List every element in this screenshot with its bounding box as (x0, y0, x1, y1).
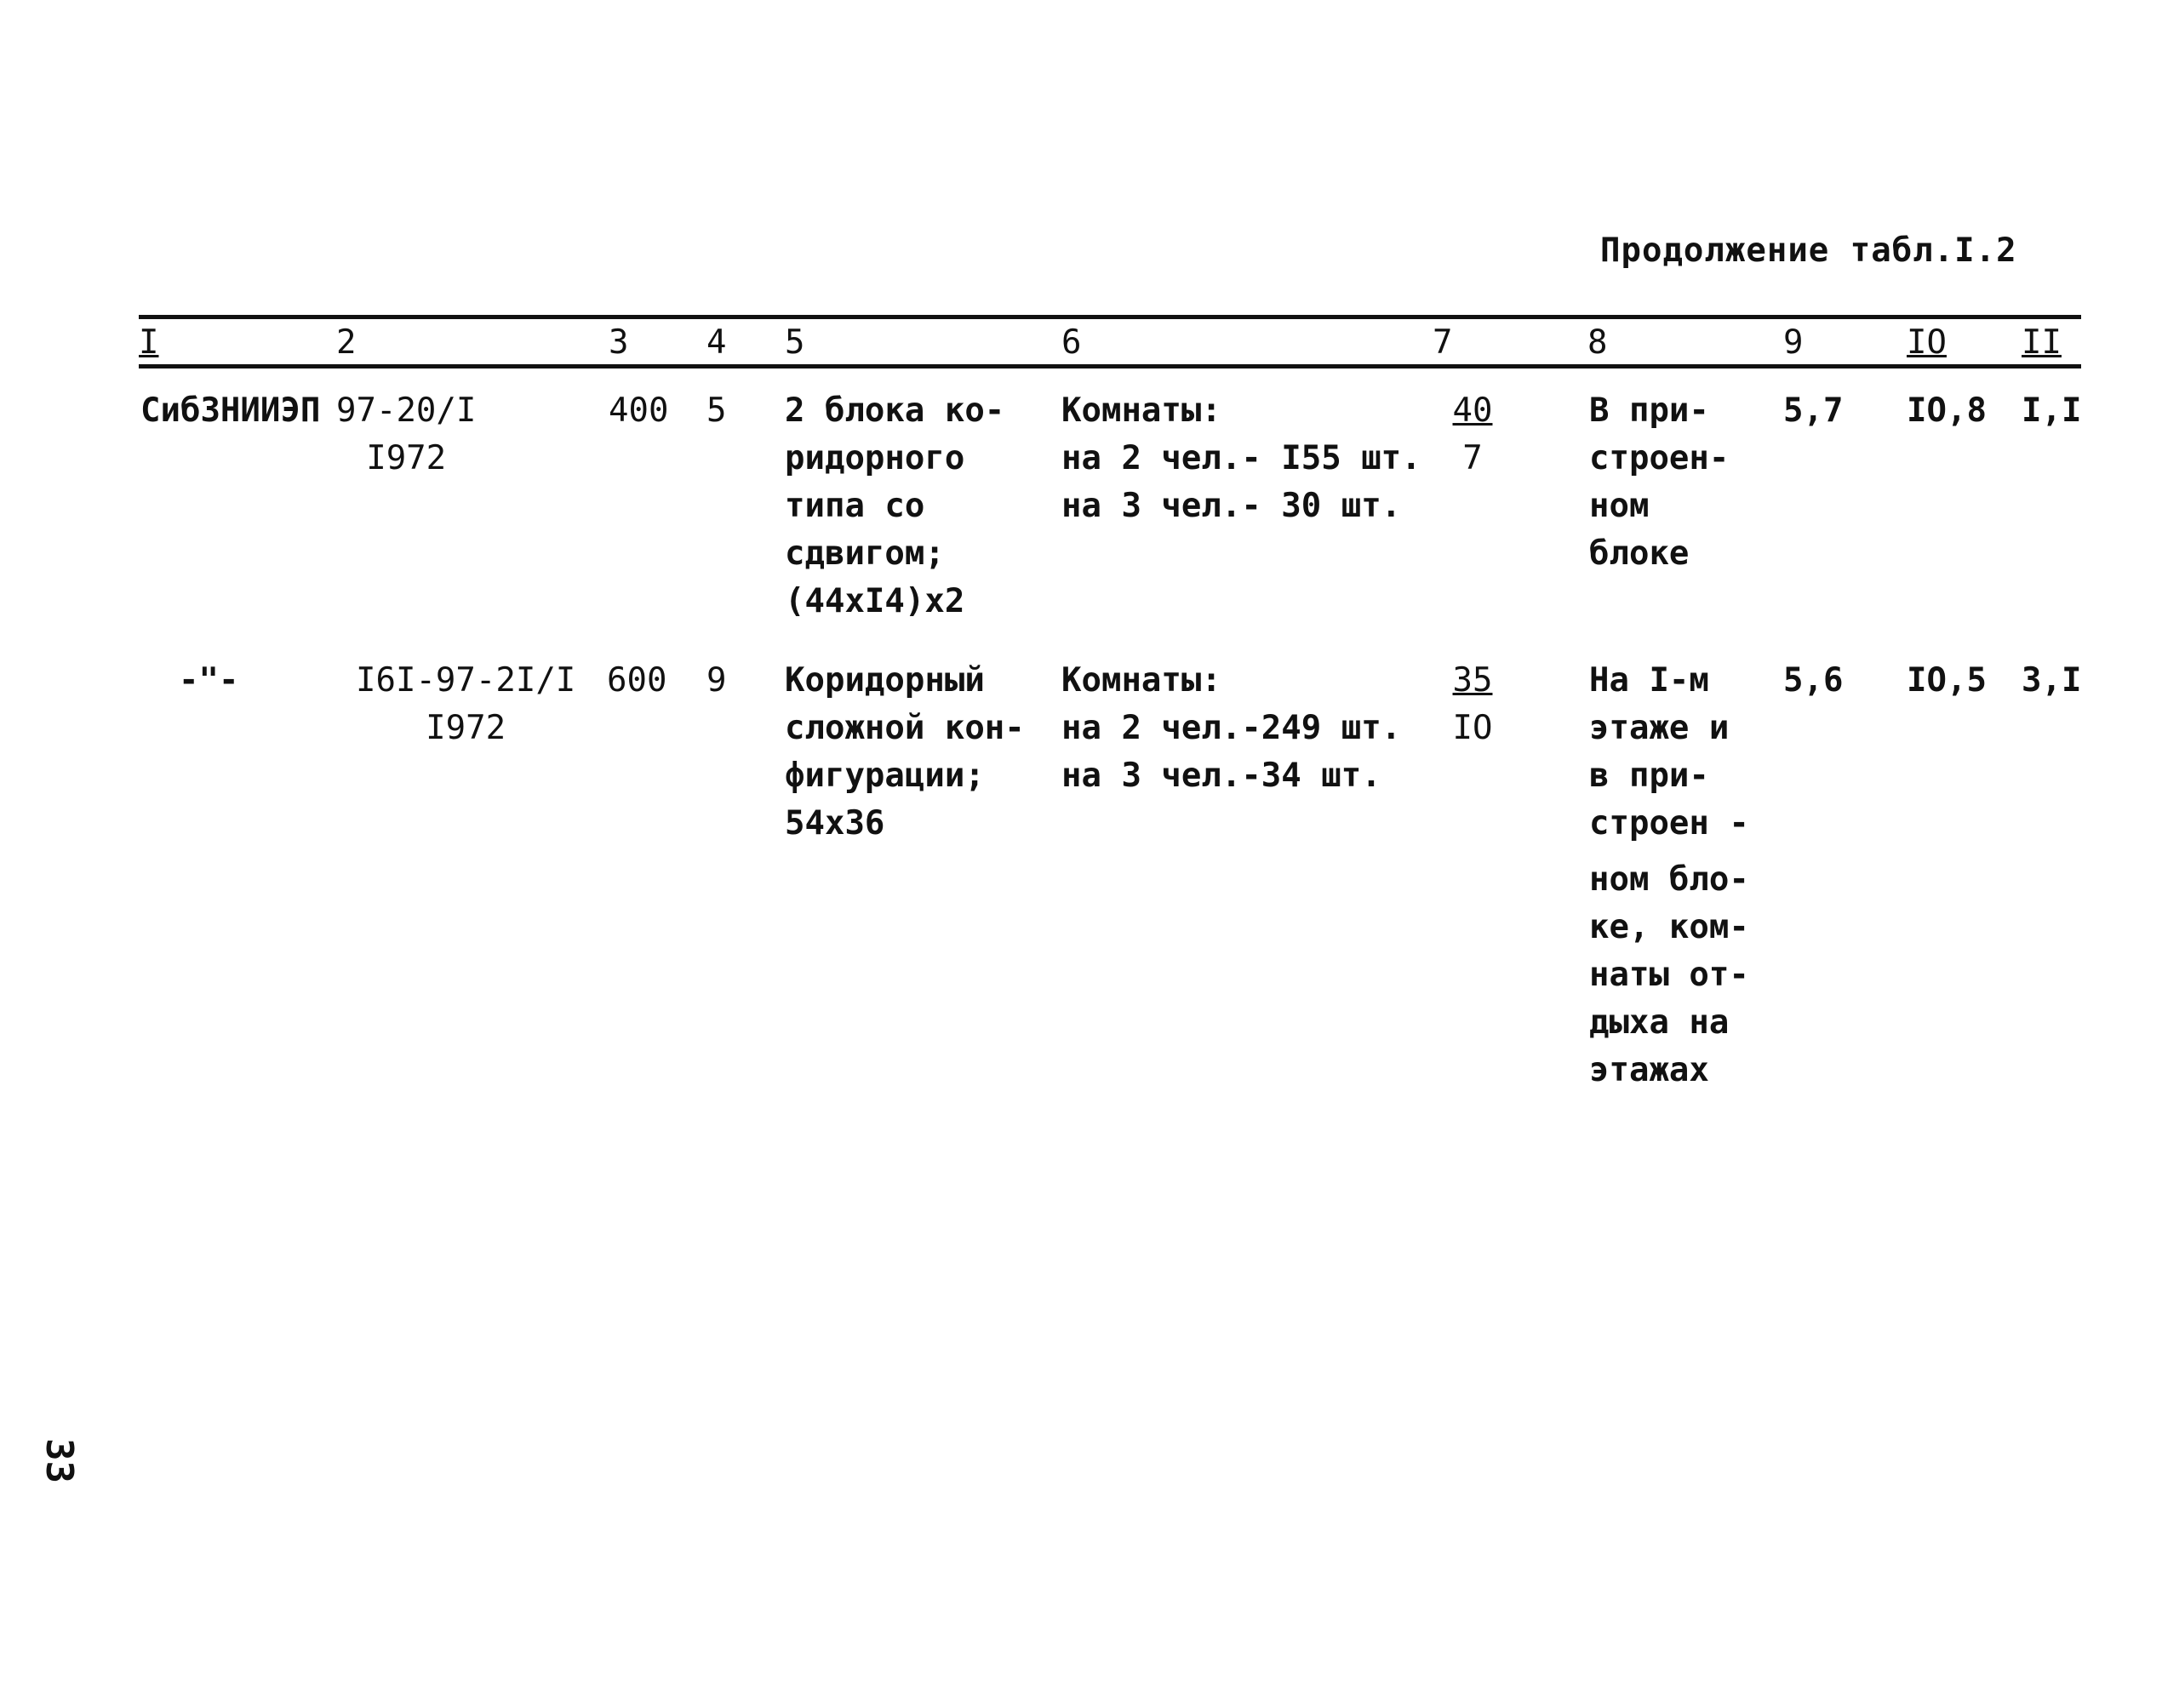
header-col-5: 5 (785, 323, 805, 362)
row2-location-line-3: в при- (1589, 757, 1709, 795)
row2-location-line-2: этаже и (1589, 709, 1730, 747)
row1-location-line-2: строен- (1589, 439, 1730, 477)
row2-location-line-9: этажах (1589, 1051, 1709, 1089)
row2-floors: 9 (706, 661, 727, 700)
row1-type-line-4: сдвигом; (785, 534, 945, 573)
row2-location-line-1: На I-м (1589, 661, 1709, 700)
header-col-11: II (2022, 323, 2062, 362)
header-col-7: 7 (1433, 323, 1453, 362)
header-col-1: I (139, 323, 159, 362)
row1-fraction-denominator: 7 (1462, 439, 1483, 477)
row2-rooms (1061, 657, 1401, 800)
row1-location-line-1: В при- (1589, 391, 1709, 430)
row1-location-line-4: блоке (1589, 534, 1690, 573)
header-col-9: 9 (1783, 323, 1804, 362)
row2-fraction-numerator: 35 (1452, 661, 1493, 700)
header-col-3: 3 (609, 323, 629, 362)
row2-capacity: 600 (607, 661, 667, 700)
header-col-8: 8 (1587, 323, 1608, 362)
row2-location-line-8: дыха на (1589, 1003, 1730, 1042)
row1-building-type (785, 387, 1004, 626)
row1-col11: I,I (2022, 391, 2082, 430)
row1-rooms (1061, 387, 1421, 530)
header-col-10: IO (1907, 323, 1947, 362)
row1-col10: IO,8 (1907, 391, 1987, 430)
row2-project-number: I6I-97-2I/I (356, 661, 576, 700)
row2-project-year: I972 (426, 709, 506, 747)
table-caption: Продолжение табл.I.2 (1600, 231, 2017, 270)
row2-project-code (356, 657, 575, 752)
row2-rooms-line-1: Комнаты: (1061, 661, 1221, 700)
row1-type-line-3: типа со (785, 487, 925, 525)
row2-fraction (1447, 657, 1498, 752)
header-col-4: 4 (706, 323, 727, 362)
row2-building-type (785, 657, 1025, 848)
row1-project-year: I972 (366, 439, 447, 477)
row2-location-line-4: строен - (1589, 804, 1749, 843)
row1-capacity: 400 (609, 391, 669, 430)
row2-type-line-4: 54x36 (785, 804, 885, 843)
row2-col9: 5,6 (1783, 661, 1844, 700)
row2-fraction-denominator: IO (1452, 709, 1493, 747)
row2-type-line-2: сложной кон- (785, 709, 1025, 747)
row1-fraction-numerator: 40 (1452, 391, 1493, 430)
row1-rooms-line-1: Комнаты: (1061, 391, 1221, 430)
row1-type-line-1: 2 блока ко- (785, 391, 1005, 430)
row1-project-number: 97-20/I (336, 391, 477, 430)
row1-location-line-3: ном (1589, 487, 1650, 525)
row1-location (1589, 387, 1729, 578)
row1-rooms-line-3: на 3 чел.- 30 шт. (1061, 487, 1402, 525)
row2-col11: 3,I (2022, 661, 2082, 700)
row2-location (1589, 657, 1749, 1094)
row1-col9: 5,7 (1783, 391, 1844, 430)
row1-type-line-2: ридорного (785, 439, 965, 477)
row2-location-line-5: ном бло- (1589, 860, 1749, 899)
row1-project-code (336, 387, 476, 483)
table-header-rule (139, 364, 2081, 368)
header-col-2: 2 (336, 323, 357, 362)
row2-organization: -"- (179, 661, 239, 700)
row1-floors: 5 (706, 391, 727, 430)
row2-rooms-line-3: на 3 чел.-34 шт. (1061, 757, 1381, 795)
row1-fraction (1447, 387, 1498, 483)
row1-rooms-line-2: на 2 чел.- I55 шт. (1061, 439, 1421, 477)
row2-type-line-3: фигурации; (785, 757, 985, 795)
row2-type-line-1: Коридорный (785, 661, 985, 700)
row2-location-line-6: ке, ком- (1589, 908, 1749, 946)
page-number: 33 (37, 1438, 81, 1483)
table-top-rule (139, 315, 2081, 319)
row2-rooms-line-2: на 2 чел.-249 шт. (1061, 709, 1402, 747)
row1-type-line-5: (44xI4)x2 (785, 582, 965, 620)
row1-organization: СибЗНИИЭП (140, 391, 321, 430)
header-col-6: 6 (1061, 323, 1082, 362)
row2-col10: IO,5 (1907, 661, 1987, 700)
row2-location-line-7: наты от- (1589, 956, 1749, 994)
